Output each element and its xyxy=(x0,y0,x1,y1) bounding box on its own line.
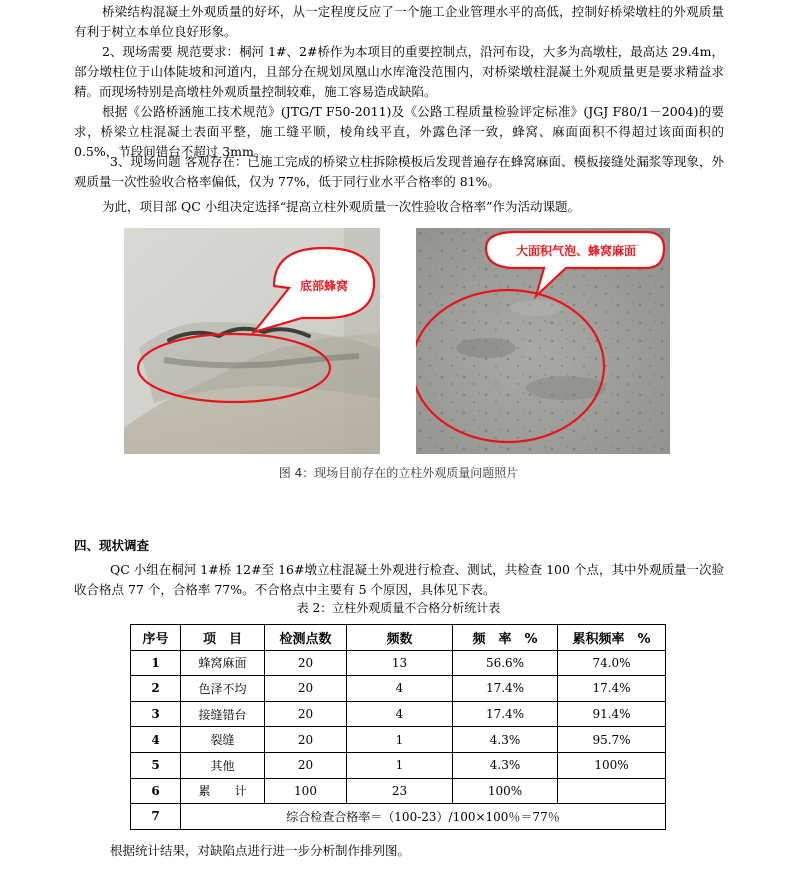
cell-item: 接缝错台 xyxy=(181,701,265,727)
defect-stats-table xyxy=(130,624,666,830)
cell-index: 2 xyxy=(131,676,181,702)
table-row xyxy=(131,778,666,804)
header-frequency: 频数 xyxy=(347,625,453,651)
cell-item: 色泽不均 xyxy=(181,676,265,702)
cell-index: 7 xyxy=(131,804,181,830)
cell-points: 20 xyxy=(265,752,347,778)
defect-photos xyxy=(124,228,670,454)
cell-points: 20 xyxy=(265,727,347,753)
cell-summary: 综合检查合格率＝（100-23）/100×100％＝77％ xyxy=(181,804,666,830)
photo-bottom-honeycomb xyxy=(124,228,380,454)
paragraph-survey: QC 小组在桐河 1#桥 12#至 16#墩立柱混凝土外观进行检查、测试，共检查 100 个点，其中外观质量一次验收合格点 77 个，合格率 77%。不合格点中主要有 5 个原因，具体见下表。 xyxy=(74,562,724,597)
photo-surface-voids xyxy=(416,228,670,454)
cell-index: 4 xyxy=(131,727,181,753)
cell-frequency: 23 xyxy=(347,778,453,804)
cell-cumulative: 95.7% xyxy=(558,727,666,753)
cell-cumulative: 100% xyxy=(558,752,666,778)
cell-cumulative: 74.0% xyxy=(558,650,666,676)
table-row xyxy=(131,676,666,702)
paragraph-site-needs: 2、现场需要 规范要求：桐河 1#、2#桥作为本项目的重要控制点，沿河布设，大多为高墩柱，最高达 29.4m，部分墩柱位于山体陡坡和河道内，且部分在规划凤凰山水库淹没范围内，对桥梁墩柱混凝土外观质量更是要求精益求精。而现场特别是高墩柱外观质量控制较难，施工容易造成缺陷。 xyxy=(74,44,724,99)
cell-index: 1 xyxy=(131,650,181,676)
header-points: 检测点数 xyxy=(265,625,347,651)
cell-index: 6 xyxy=(131,778,181,804)
cell-frequency: 1 xyxy=(347,727,453,753)
header-rate: 频 率 % xyxy=(453,625,558,651)
cell-points: 20 xyxy=(265,701,347,727)
header-cumulative: 累积频率 % xyxy=(558,625,666,651)
cell-rate: 4.3% xyxy=(453,727,558,753)
label-surface-voids: 大面积气泡、蜂窝麻面 xyxy=(515,244,637,258)
cell-index: 5 xyxy=(131,752,181,778)
cell-cumulative xyxy=(558,778,666,804)
table-caption: 表 2：立柱外观质量不合格分析统计表 xyxy=(296,601,501,615)
section-heading: 四、现状调查 xyxy=(74,538,150,553)
paragraph-standards: 根据《公路桥涵施工技术规范》(JTG/T F50-2011)及《公路工程质量检验评定标准》(JGJ F80/1－2004)的要求，桥梁立柱混凝土表面平整，施工缝平顺，棱角线平直，外露色泽一致，蜂窝、麻面面积不得超过该面面积的 0.5%，节段间错台不超过 3mm。 xyxy=(74,104,724,159)
label-bottom-honeycomb: 底部蜂窝 xyxy=(299,279,349,293)
cell-item: 裂缝 xyxy=(181,727,265,753)
paragraph-site-problems: 3、现场问题 客观存在：已施工完成的桥梁立柱拆除模板后发现普遍存在蜂窝麻面、模板接缝处漏浆等现象，外观质量一次性验收合格率偏低，仅为 77%，低于同行业水平合格率的 81%。 xyxy=(74,154,724,189)
cell-points: 100 xyxy=(265,778,347,804)
cell-frequency: 4 xyxy=(347,676,453,702)
table-row xyxy=(131,701,666,727)
table-row xyxy=(131,650,666,676)
paragraph-conclusion: 根据统计结果，对缺陷点进行进一步分析制作排列图。 xyxy=(110,843,411,858)
cell-item: 其他 xyxy=(181,752,265,778)
cell-rate: 56.6% xyxy=(453,650,558,676)
cell-rate: 4.3% xyxy=(453,752,558,778)
cell-frequency: 4 xyxy=(347,701,453,727)
figure-caption: 图 4：现场目前存在的立柱外观质量问题照片 xyxy=(278,466,519,480)
cell-rate: 17.4% xyxy=(453,676,558,702)
cell-frequency: 1 xyxy=(347,752,453,778)
table-header-row xyxy=(131,625,666,651)
table-row xyxy=(131,752,666,778)
cell-rate: 100% xyxy=(453,778,558,804)
header-index: 序号 xyxy=(131,625,181,651)
cell-cumulative: 91.4% xyxy=(558,701,666,727)
cell-rate: 17.4% xyxy=(453,701,558,727)
cell-index: 3 xyxy=(131,701,181,727)
paragraph-topic-choice: 为此，项目部 QC 小组决定选择“提高立柱外观质量一次性验收合格率”作为活动课题。 xyxy=(102,199,581,214)
table-summary-row xyxy=(131,804,666,830)
cell-frequency: 13 xyxy=(347,650,453,676)
cell-item: 蜂窝麻面 xyxy=(181,650,265,676)
table-row xyxy=(131,727,666,753)
cell-points: 20 xyxy=(265,650,347,676)
cell-points: 20 xyxy=(265,676,347,702)
header-item: 项 目 xyxy=(181,625,265,651)
cell-cumulative: 17.4% xyxy=(558,676,666,702)
paragraph-intro: 桥梁结构混凝土外观质量的好坏，从一定程度反应了一个施工企业管理水平的高低，控制好桥梁墩柱的外观质量有利于树立本单位良好形象。 xyxy=(74,4,724,39)
cell-item: 累 计 xyxy=(181,778,265,804)
